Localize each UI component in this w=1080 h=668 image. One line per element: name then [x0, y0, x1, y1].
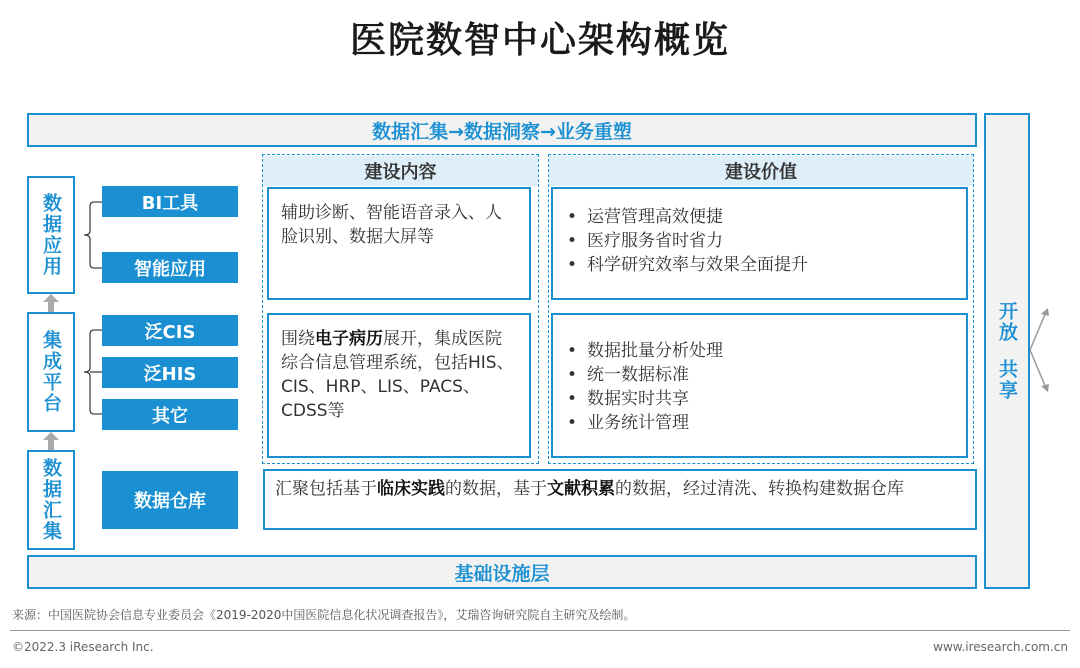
data-warehouse-chip: 数据仓库: [102, 471, 238, 529]
data-application-box: [27, 176, 75, 294]
integration-platform-box: [27, 312, 75, 432]
list-item: • 科学研究效率与效果全面提升: [587, 253, 954, 277]
bi-tools-chip: BI工具: [102, 186, 238, 217]
value-app-list: [565, 205, 954, 277]
content-platform-suffix: 展开，集成医院综合信息管理系统，包括HIS、CIS、HRP、LIS、PACS、CDSS等: [281, 329, 514, 421]
top-band: 数据汇集→数据洞察→业务重塑: [27, 113, 977, 147]
content-header: 建设内容: [263, 156, 538, 186]
content-platform-bold: 电子病历: [315, 329, 383, 349]
open-label: 开放: [996, 301, 1018, 343]
content-app-text: 辅助诊断、智能语音录入、人脸识别、数据大屏等: [281, 203, 502, 247]
data-collection-box: [27, 450, 75, 550]
warehouse-bold-1: 临床实践: [377, 479, 445, 499]
bracket-icon: [76, 314, 104, 430]
up-arrow-icon: [41, 432, 61, 450]
content-app-box: [267, 187, 531, 300]
other-chip: 其它: [102, 399, 238, 430]
pan-his-chip: 泛HIS: [102, 357, 238, 388]
bracket-icon: [76, 180, 104, 290]
share-arrows-icon: [1030, 300, 1060, 400]
pan-cis-chip: 泛CIS: [102, 315, 238, 346]
website-link[interactable]: www.iresearch.com.cn: [933, 640, 1068, 654]
source-note: 来源：中国医院协会信息专业委员会《2019-2020中国医院信息化状况调查报告》，艾瑞咨询研究院自主研究及绘制。: [12, 608, 636, 622]
value-app-box: [551, 187, 968, 300]
page-title: 医院数智中心架构概览: [349, 20, 730, 61]
infrastructure-band: 基础设施层: [27, 555, 977, 589]
list-item: • 医疗服务省时省力: [587, 229, 954, 253]
value-platform-list: [565, 339, 954, 435]
content-platform-box: [267, 313, 531, 458]
content-platform-prefix: 围绕: [281, 329, 315, 349]
integration-platform-label: 集成平台: [40, 330, 62, 414]
list-item: • 统一数据标准: [587, 363, 954, 387]
smart-app-chip: 智能应用: [102, 252, 238, 283]
warehouse-box: [263, 469, 977, 530]
data-application-label: 数据应用: [40, 193, 62, 277]
footer-divider: [10, 630, 1070, 631]
list-item: • 数据批量分析处理: [587, 339, 954, 363]
warehouse-bold-2: 文献积累: [547, 479, 615, 499]
list-item: • 运营管理高效便捷: [587, 205, 954, 229]
data-collection-label: 数据汇集: [40, 458, 62, 542]
open-share-column: [984, 113, 1030, 589]
list-item: • 业务统计管理: [587, 411, 954, 435]
warehouse-text-3: 的数据，经过清洗、转换构建数据仓库: [615, 479, 904, 499]
value-header: 建设价值: [549, 156, 973, 186]
warehouse-text-2: 的数据，基于: [445, 479, 547, 499]
warehouse-text-1: 汇聚包括基于: [275, 479, 377, 499]
up-arrow-icon: [41, 294, 61, 312]
value-platform-box: [551, 313, 968, 458]
list-item: • 数据实时共享: [587, 387, 954, 411]
share-label: 共享: [996, 359, 1018, 401]
copyright: ©2022.3 iResearch Inc.: [12, 640, 154, 654]
